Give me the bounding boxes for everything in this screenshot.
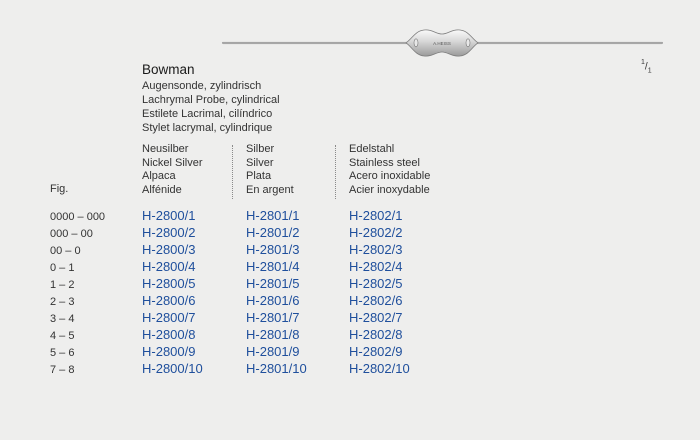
probe-rod-right [476,42,663,45]
table-row [0,208,700,225]
article-code: H-2800/1 [142,208,196,223]
lachrymal-probe-illustration [220,25,665,61]
handle-hole-right-icon [466,39,470,47]
material-label: Stainless steel [349,156,420,169]
material-column-silver [246,143,294,197]
material-label: Edelstahl [349,143,395,155]
article-code: H-2800/6 [142,293,196,308]
product-title: Bowman [142,62,195,77]
article-code: H-2801/9 [246,344,300,359]
article-code: H-2802/8 [349,327,403,342]
size-label: 0000 – 000 [50,211,106,223]
table-row [0,276,700,293]
material-label: Silver [246,156,274,169]
article-code: H-2800/2 [142,225,196,240]
table-row [0,327,700,344]
material-label: Alpaca [142,170,176,182]
article-code: H-2800/5 [142,276,196,291]
article-code: H-2802/9 [349,344,403,359]
size-label: 00 – 0 [50,245,81,257]
article-code: H-2800/9 [142,344,196,359]
size-label: 7 – 8 [50,364,75,376]
material-label: Neusilber [142,143,189,155]
table-row [0,242,700,259]
article-code: H-2802/2 [349,225,403,240]
article-code: H-2802/10 [349,361,410,376]
column-divider [232,145,233,199]
handle-hole-left-icon [414,39,418,47]
size-label: 3 – 4 [50,313,75,325]
article-code: H-2802/6 [349,293,403,308]
product-table [0,208,700,378]
material-column-stainless-steel [349,143,430,197]
product-description-fr: Stylet lacrymal, cylindrique [142,122,273,134]
table-row [0,361,700,378]
article-code: H-2800/3 [142,242,196,257]
article-code: H-2801/1 [246,208,300,223]
scale-denominator: 1 [647,67,652,75]
article-code: H-2801/7 [246,310,300,325]
material-label: Alfénide [142,183,182,196]
scale-indicator: $^1/_1$ [641,59,652,75]
article-code: H-2801/2 [246,225,300,240]
article-code: H-2802/7 [349,310,403,325]
size-label: 0 – 1 [50,262,75,274]
product-description-en: Lachrymal Probe, cylindrical [142,94,280,106]
probe-rod-left [222,42,408,45]
article-code: H-2800/8 [142,327,196,342]
table-row [0,310,700,327]
table-row [0,225,700,242]
material-label: Plata [246,170,272,182]
article-code: H-2802/4 [349,259,403,274]
material-label: Nickel Silver [142,156,203,169]
material-label: Silber [246,143,275,155]
article-code: H-2801/8 [246,327,300,342]
size-label: 5 – 6 [50,347,75,359]
article-code: H-2800/10 [142,361,203,376]
size-label: 000 – 00 [50,228,93,240]
table-row [0,293,700,310]
article-code: H-2802/5 [349,276,403,291]
table-row [0,344,700,361]
product-header [142,62,280,135]
article-code: H-2801/3 [246,242,300,257]
material-label: Acero inoxidable [349,170,431,182]
material-label: Acier inoxydable [349,183,430,196]
size-label: 4 – 5 [50,330,75,342]
article-code: H-2801/4 [246,259,300,274]
article-code: H-2801/6 [246,293,300,308]
handle-engraving: A.HEISS [433,41,451,46]
article-code: H-2802/3 [349,242,403,257]
table-row [0,259,700,276]
fig-column-header: Fig. [50,183,69,195]
size-label: 2 – 3 [50,296,75,308]
article-code: H-2800/4 [142,259,196,274]
material-column-nickel-silver [142,143,203,197]
product-description-es: Estilete Lacrimal, cilíndrico [142,108,273,120]
article-code: H-2800/7 [142,310,196,325]
scale-numerator: 1 [641,59,645,66]
article-code: H-2801/10 [246,361,307,376]
material-label: En argent [246,183,294,196]
article-code: H-2802/1 [349,208,403,223]
product-description-de: Augensonde, zylindrisch [142,80,262,92]
column-divider [335,145,336,199]
size-label: 1 – 2 [50,279,75,291]
article-code: H-2801/5 [246,276,300,291]
